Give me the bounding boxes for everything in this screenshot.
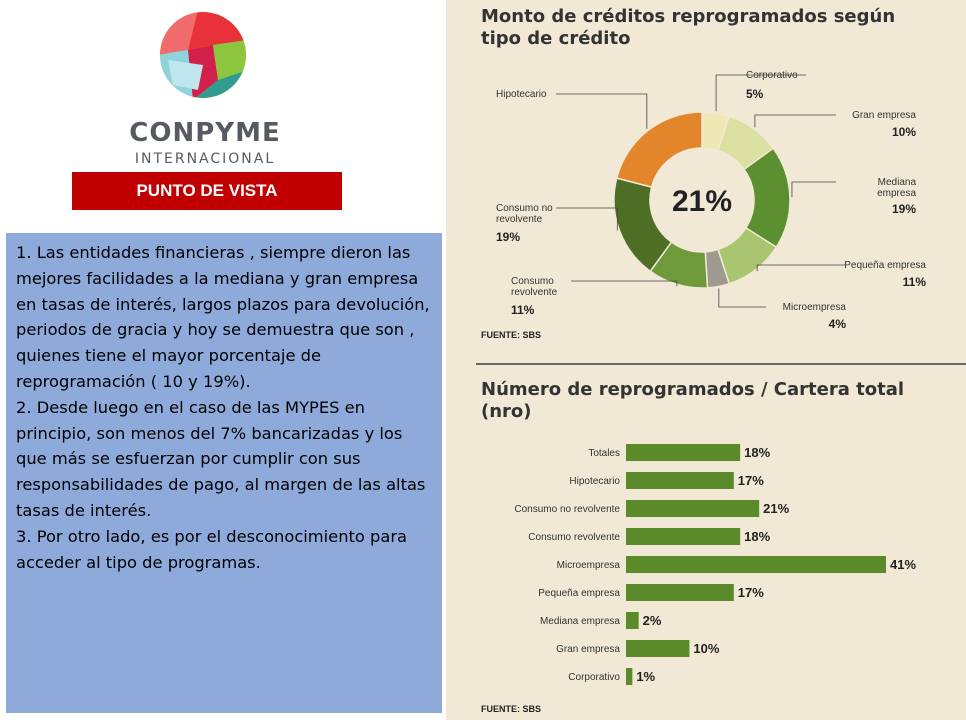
bar-value-mediana-empresa: 2% [642, 613, 662, 628]
bar-hipotecario [626, 472, 734, 489]
donut-value-microempresa: 4% [828, 317, 846, 331]
donut-label-mediana-empresa: Mediana empresa [877, 177, 916, 199]
donut-leader-hipotecario [556, 94, 647, 129]
bar-label-gran-empresa: Gran empresa [556, 644, 620, 655]
bar-label-consumo-revolvente: Consumo revolvente [528, 532, 620, 543]
bar-label-consumo-no-revolvente: Consumo no revolvente [514, 504, 620, 515]
donut-label-corporativo: Corporativo [746, 70, 798, 81]
logo-name: CONPYME [129, 118, 281, 148]
section-divider [476, 363, 966, 365]
bar-label-totales: Totales [588, 448, 620, 459]
bar-chart [446, 435, 966, 705]
donut-value-mediana-empresa: 19% [891, 202, 916, 216]
newspaper-clipping [446, 0, 966, 720]
donut-label-consumo-revolvente: Consumo revolvente [511, 276, 558, 298]
bar-value-gran-empresa: 10% [693, 641, 720, 656]
donut-chart-title: Monto de créditos reprogramados según tipo de crédito [481, 6, 896, 49]
bar-corporativo [626, 668, 632, 685]
paragraph-1: 1. Las entidades financieras , siempre dieron las mejores facilidades a la mediana y gran empresa en tasas de interés, largos plazos para devolución, periodos de gracia y hoy se demuestra que son , quienes tiene el mayor porcentaje de reprogramación ( 10 y 19%). [16, 243, 430, 391]
donut-center-label: 21% [671, 185, 733, 218]
commentary-box [6, 233, 442, 713]
bar-value-consumo-no-revolvente: 21% [763, 501, 790, 516]
donut-slice-hipotecario [617, 112, 702, 187]
donut-value-consumo-revolvente: 11% [511, 303, 535, 317]
bar-microempresa [626, 556, 886, 573]
donut-leader-gran-empresa [755, 115, 836, 127]
bar-value-corporativo: 1% [636, 669, 656, 684]
conpyme-logo [110, 10, 300, 170]
donut-chart [446, 60, 966, 350]
paragraph-3: 3. Por otro lado, es por el desconocimiento para acceder al tipo de programas. [16, 526, 408, 572]
bar-consumo-revolvente [626, 528, 740, 545]
donut-label-consumo-no-revolvente: Consumo no revolvente [496, 203, 553, 225]
donut-leader-consumo-revolvente [571, 281, 677, 286]
donut-label-microempresa: Microempresa [782, 302, 846, 313]
bar-label-pequena-empresa: Pequeña empresa [538, 588, 620, 599]
donut-leader-pequena-empresa [757, 265, 846, 271]
bar-source: FUENTE: SBS [481, 704, 542, 714]
bar-value-microempresa: 41% [890, 557, 917, 572]
bar-gran-empresa [626, 640, 689, 657]
bar-label-mediana-empresa: Mediana empresa [539, 616, 620, 627]
conpyme-globe-icon [158, 10, 248, 100]
donut-value-pequena-empresa: 11% [902, 275, 926, 289]
donut-label-hipotecario: Hipotecario [496, 89, 547, 100]
bar-label-hipotecario: Hipotecario [569, 476, 620, 487]
bar-chart-title: Número de reprogramados / Cartera total (nro) [481, 379, 905, 422]
bar-value-pequena-empresa: 17% [737, 585, 764, 600]
donut-value-corporativo: 5% [746, 87, 764, 101]
bar-value-totales: 18% [744, 445, 771, 460]
bar-totales [626, 444, 740, 461]
bar-label-microempresa: Microempresa [556, 560, 620, 571]
bar-label-corporativo: Corporativo [568, 672, 620, 683]
donut-leader-mediana-empresa [792, 182, 836, 197]
paragraph-2: 2. Desde luego en el caso de las MYPES en principio, son menos del 7% bancarizadas y los que más se esfuerzan por cumplir con sus responsabilidades de pago, al margen de las altas tasas de interés. [16, 397, 426, 520]
donut-source: FUENTE: SBS [481, 330, 542, 340]
bar-pequena-empresa [626, 584, 734, 601]
logo-subtitle: INTERNACIONAL [134, 151, 276, 167]
donut-leader-microempresa [719, 288, 766, 307]
donut-value-consumo-no-revolvente: 19% [496, 230, 521, 244]
donut-value-gran-empresa: 10% [891, 125, 916, 139]
donut-label-gran-empresa: Gran empresa [852, 110, 916, 121]
bar-consumo-no-revolvente [626, 500, 759, 517]
bar-mediana-empresa [626, 612, 639, 629]
bar-value-consumo-revolvente: 18% [744, 529, 771, 544]
donut-label-pequena-empresa: Pequeña empresa [844, 260, 926, 271]
punto-de-vista-badge: PUNTO DE VISTA [72, 172, 342, 210]
bar-value-hipotecario: 17% [737, 473, 764, 488]
donut-leader-consumo-no-revolvente [556, 208, 617, 230]
